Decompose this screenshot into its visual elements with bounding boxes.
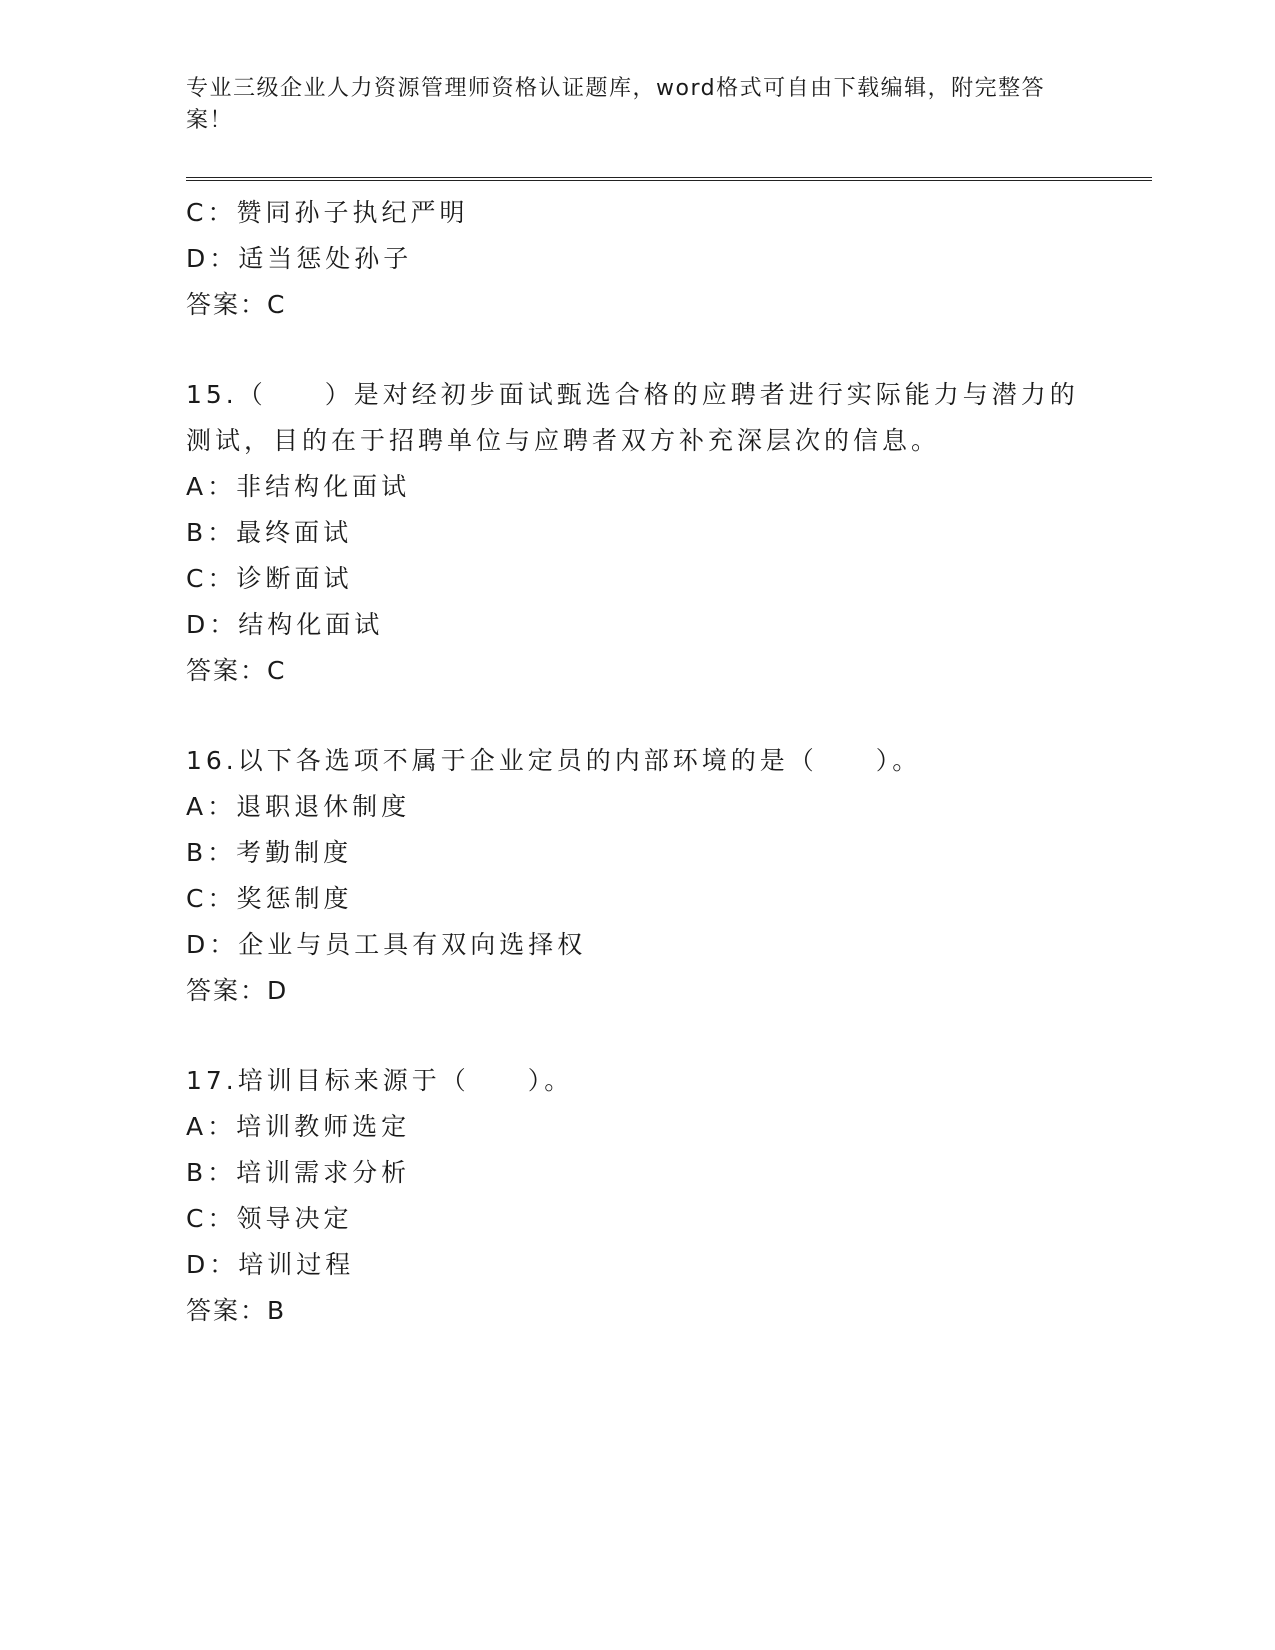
option-d: D：培训过程 <box>186 1250 355 1279</box>
answer: 答案：C <box>186 290 287 319</box>
option-d: D：企业与员工具有双向选择权 <box>186 930 587 959</box>
option-c: C：奖惩制度 <box>186 884 353 913</box>
option-a: A：非结构化面试 <box>186 472 411 501</box>
question-stem: 16.以下各选项不属于企业定员的内部环境的是（ ）。 <box>186 746 922 775</box>
option-a: A：培训教师选定 <box>186 1112 411 1141</box>
option-d: D：结构化面试 <box>186 610 384 639</box>
question-16 <box>186 738 1086 1014</box>
option-d: D：适当惩处孙子 <box>186 244 413 273</box>
answer: 答案：C <box>186 656 287 685</box>
option-b: B：培训需求分析 <box>186 1158 411 1187</box>
page-header: 专业三级企业人力资源管理师资格认证题库，word格式可自由下载编辑，附完整答案！ <box>186 76 1046 133</box>
option-c: C：赞同孙子执纪严明 <box>186 198 469 227</box>
question-17 <box>186 1058 1086 1334</box>
option-b: B：最终面试 <box>186 518 353 547</box>
answer: 答案：D <box>186 976 289 1005</box>
document-body <box>186 190 1086 1334</box>
option-c: C：诊断面试 <box>186 564 353 593</box>
answer: 答案：B <box>186 1296 287 1325</box>
header-divider <box>186 177 1152 181</box>
question-15 <box>186 372 1086 694</box>
question-stem: 15.（ ）是对经初步面试甄选合格的应聘者进行实际能力与潜力的测试，目的在于招聘单位与应聘者双方补充深层次的信息。 <box>186 380 1079 455</box>
option-c: C：领导决定 <box>186 1204 353 1233</box>
option-b: B：考勤制度 <box>186 838 353 867</box>
option-a: A：退职退休制度 <box>186 792 411 821</box>
prev-question-tail <box>186 190 1086 328</box>
question-stem: 17.培训目标来源于（ ）。 <box>186 1066 574 1095</box>
